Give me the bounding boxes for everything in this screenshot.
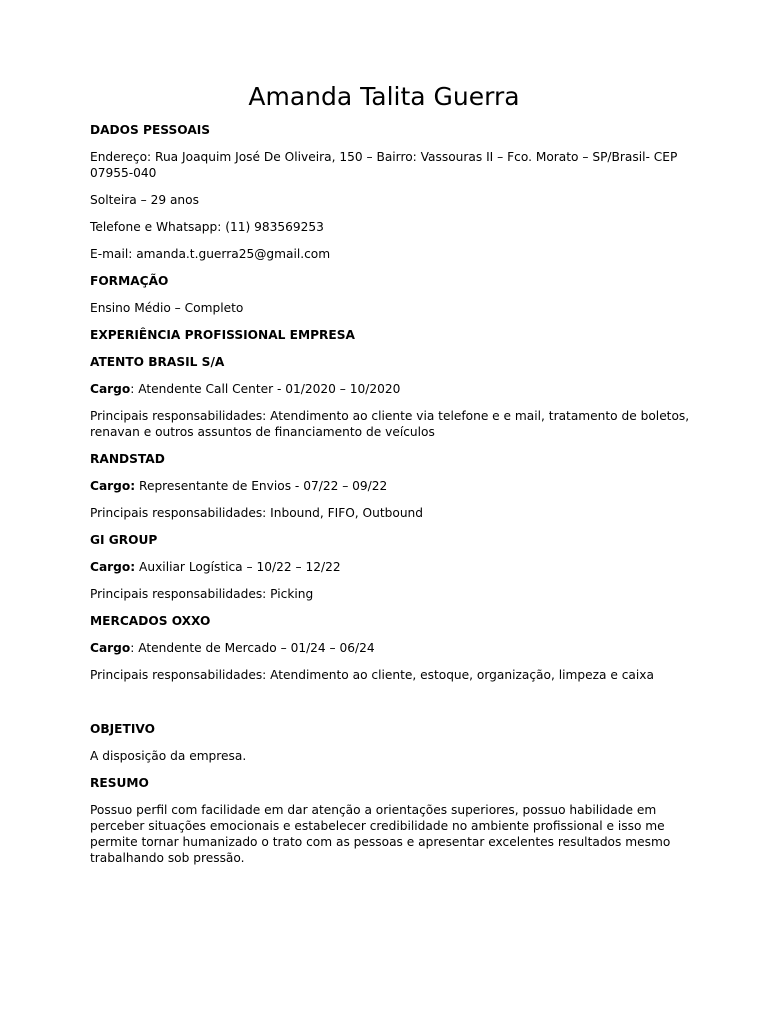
job-title-value: Auxiliar Logística – 10/22 – 12/22 — [135, 560, 341, 574]
job-responsibilities: Principais responsabilidades: Atendimento ao cliente via telefone e e mail, tratamento de boletos, renavan e outros assuntos de financiamento de veículos — [90, 409, 690, 439]
job-title — [90, 640, 690, 656]
job-title-value: : Atendente de Mercado – 01/24 – 06/24 — [130, 641, 375, 655]
job-title — [90, 559, 690, 575]
address-text: Endereço: Rua Joaquim José De Oliveira, 150 – Bairro: Vassouras II – Fco. Morato – SP/Brasil- CEP 07955-040 — [90, 150, 678, 180]
section-heading-formacao: FORMAÇÃO — [90, 274, 169, 288]
section-heading-dados: DADOS PESSOAIS — [90, 123, 211, 137]
education-text: Ensino Médio – Completo — [90, 301, 244, 315]
marital-status-text: Solteira – 29 anos — [90, 193, 199, 207]
company-name: MERCADOS OXXO — [90, 614, 211, 628]
summary-text: Possuo perfil com facilidade em dar atenção a orientações superiores, possuo habilidade em perceber situações emocionais e estabelecer credibilidade no ambiente profissional e isso me permite tornar humanizado o trato com as pessoas e apresentar excelentes resultados mesmo trabalhando sob pressão. — [90, 803, 671, 865]
job-title-label: Cargo — [90, 641, 131, 655]
job-title-label: Cargo: — [90, 479, 136, 493]
objective-text: A disposição da empresa. — [90, 749, 247, 763]
job-title-value: : Atendente Call Center - 01/2020 – 10/2020 — [130, 382, 401, 396]
job-title — [90, 478, 690, 494]
company-name: ATENTO BRASIL S/A — [90, 355, 225, 369]
job-title-value: Representante de Envios - 07/22 – 09/22 — [135, 479, 388, 493]
job-responsibilities: Principais responsabilidades: Atendimento ao cliente, estoque, organização, limpeza e caixa — [90, 668, 654, 682]
company-name: RANDSTAD — [90, 452, 165, 466]
section-heading-objetivo: OBJETIVO — [90, 722, 155, 736]
section-heading-resumo: RESUMO — [90, 776, 149, 790]
job-title-label: Cargo — [90, 382, 131, 396]
job-responsibilities: Principais responsabilidades: Picking — [90, 587, 314, 601]
email-text: E-mail: amanda.t.guerra25@gmail.com — [90, 247, 331, 261]
job-title — [90, 381, 690, 397]
company-name: GI GROUP — [90, 533, 158, 547]
section-heading-experiencia: EXPERIÊNCIA PROFISSIONAL EMPRESA — [90, 328, 355, 342]
resume-body — [90, 122, 690, 877]
job-responsibilities: Principais responsabilidades: Inbound, FIFO, Outbound — [90, 506, 424, 520]
phone-text: Telefone e Whatsapp: (11) 983569253 — [90, 220, 324, 234]
resume-title: Amanda Talita Guerra — [248, 82, 520, 111]
blank-line — [90, 694, 690, 721]
job-title-label: Cargo: — [90, 560, 136, 574]
